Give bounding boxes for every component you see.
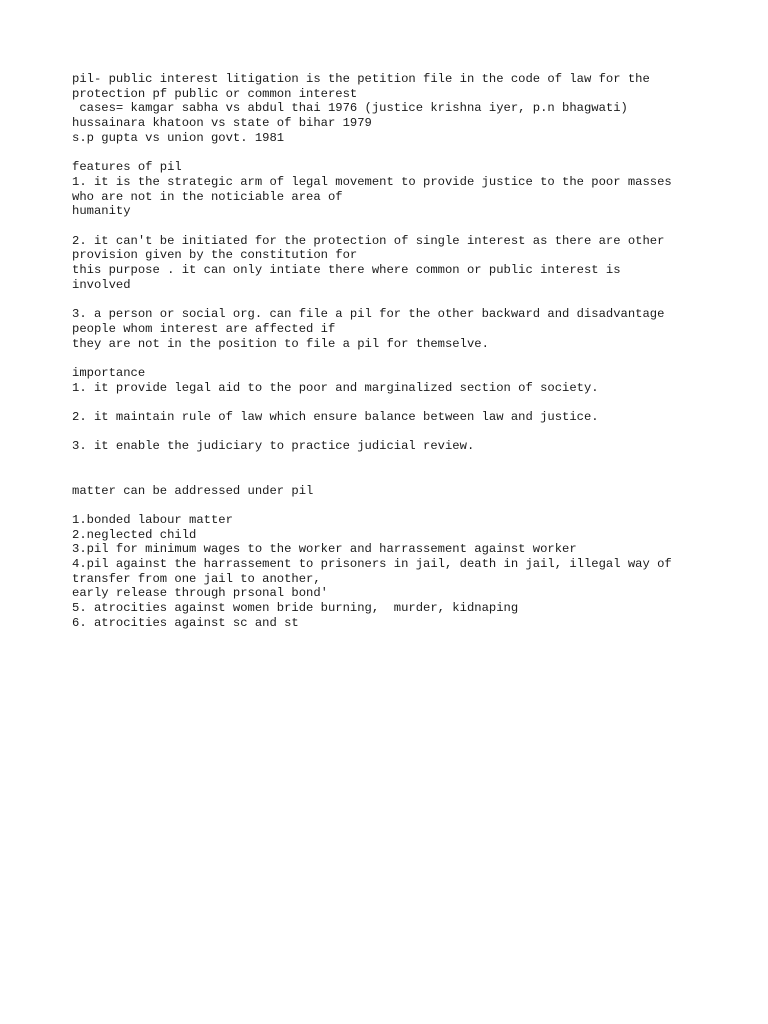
list-item: early release through prsonal bond' (72, 586, 328, 601)
text-line: 1. it provide legal aid to the poor and marginalized section of society. (72, 380, 599, 395)
spacer (72, 351, 762, 366)
text-line: hussainara khatoon vs state of bihar 1979 (72, 116, 372, 131)
spacer (72, 395, 762, 410)
section-heading: features of pil (72, 160, 182, 175)
list-item: 3.pil for minimum wages to the worker and harrassement against worker (72, 542, 577, 557)
spacer (72, 425, 762, 440)
features-section (72, 160, 762, 351)
spacer (72, 146, 762, 161)
text-line: pil- public interest litigation is the petition file in the code of law for the (72, 72, 650, 86)
importance-section (72, 366, 762, 454)
spacer (72, 219, 762, 234)
document-page (72, 72, 762, 631)
text-line: cases= kamgar sabha vs abdul thai 1976 (justice krishna iyer, p.n bhagwati) (72, 101, 628, 116)
text-line: who are not in the noticiable area of (72, 189, 343, 204)
spacer (72, 454, 762, 483)
text-line: s.p gupta vs union govt. 1981 (72, 130, 285, 145)
text-line: humanity (72, 204, 131, 219)
list-item: 1.bonded labour matter (72, 512, 233, 527)
text-line: people whom interest are affected if (72, 321, 336, 336)
text-line: 2. it can't be initiated for the protection of single interest as there are other (72, 233, 665, 248)
text-line: 2. it maintain rule of law which ensure balance between law and justice. (72, 410, 599, 425)
spacer (72, 498, 762, 513)
list-item: 4.pil against the harrassement to prisoners in jail, death in jail, illegal way of (72, 557, 672, 572)
list-item: 2.neglected child (72, 527, 197, 542)
spacer (72, 293, 762, 308)
text-line: 3. it enable the judiciary to practice judicial review. (72, 439, 475, 454)
text-line: 3. a person or social org. can file a pil for the other backward and disadvantage (72, 307, 665, 322)
text-line: involved (72, 277, 131, 292)
text-line: provision given by the constitution for (72, 248, 358, 263)
text-line: 1. it is the strategic arm of legal movement to provide justice to the poor masses (72, 174, 672, 189)
list-item: transfer from one jail to another, (72, 571, 321, 586)
text-line: this purpose . it can only intiate there where common or public interest is (72, 263, 621, 278)
text-line: protection pf public or common interest (72, 86, 358, 101)
list-item: 5. atrocities against women bride burning, murder, kidnaping (72, 601, 519, 616)
section-heading: matter can be addressed under pil (72, 483, 314, 498)
section-heading: importance (72, 366, 146, 380)
matters-section (72, 484, 762, 631)
list-item: 6. atrocities against sc and st (72, 615, 299, 630)
intro-section (72, 72, 762, 146)
text-line: they are not in the position to file a pil for themselve. (72, 336, 489, 351)
